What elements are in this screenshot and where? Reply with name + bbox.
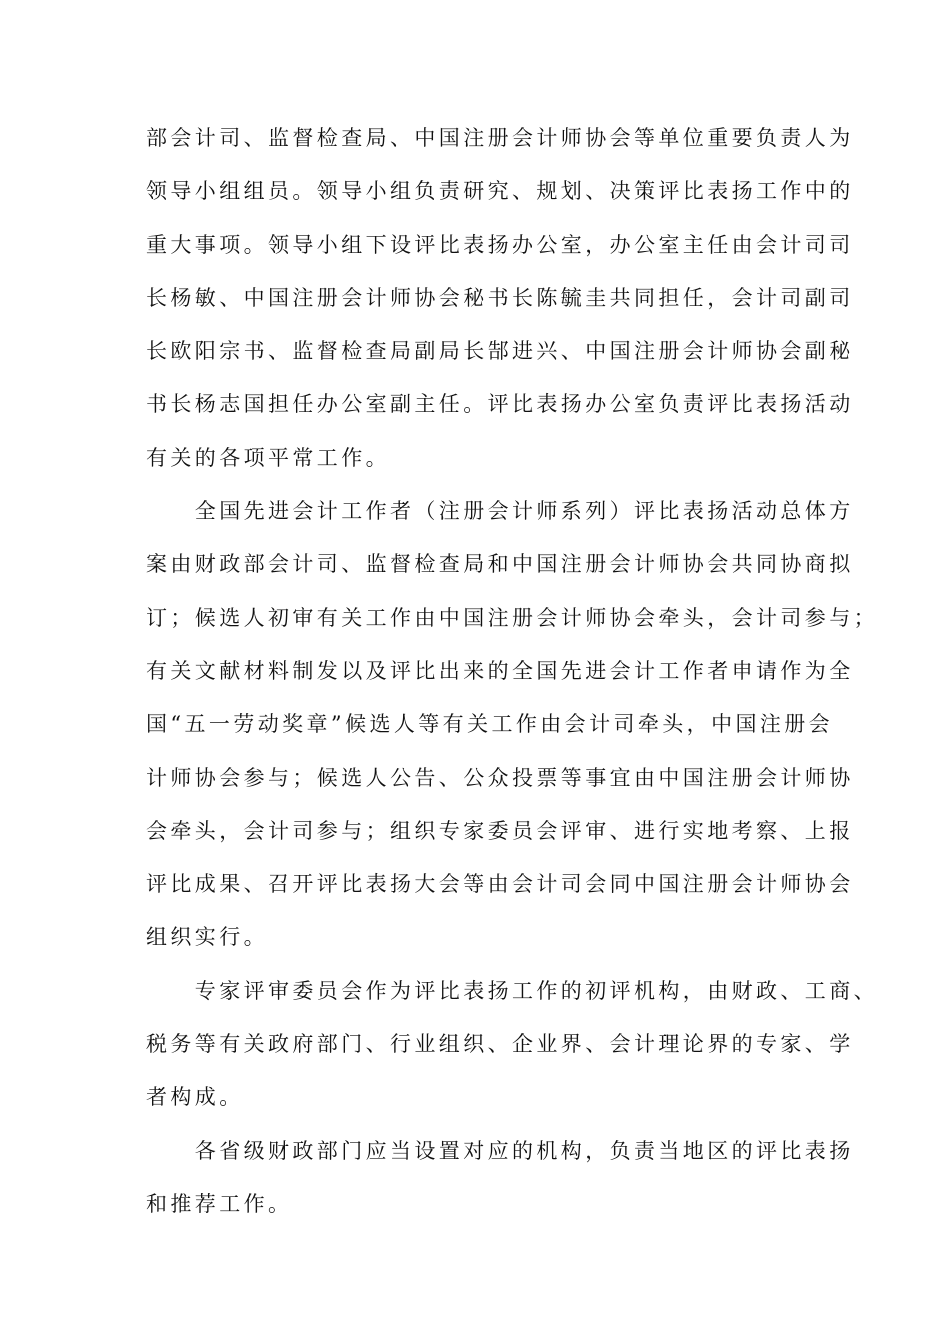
text-line: 和推荐工作。	[146, 1191, 293, 1216]
text-line: 者构成。	[146, 1085, 244, 1110]
text-line: 部会计司、监督检查局、中国注册会计师协会等单位重要负责人为	[146, 126, 854, 150]
text-line: 案由财政部会计司、监督检查局和中国注册会计师协会共同协商拟	[146, 552, 854, 577]
text-line: 评比成果、召开评比表扬大会等由会计司会同中国注册会计师协会	[146, 872, 854, 897]
text-line: 各省级财政部门应当设置对应的机构，负责当地区的评比表扬	[146, 1138, 854, 1163]
text-line: 领导小组组员。领导小组负责研究、规划、决策评比表扬工作中的	[146, 179, 854, 204]
document-body	[146, 112, 878, 1231]
text-line: 会牵头，会计司参与；组织专家委员会评审、进行实地考察、上报	[146, 818, 854, 843]
text-line: 订；候选人初审有关工作由中国注册会计师协会牵头，会计司参与；	[146, 605, 878, 630]
text-line: 长杨敏、中国注册会计师协会秘书长陈毓圭共同担任，会计司副司	[146, 285, 854, 310]
text-line: 专家评审委员会作为评比表扬工作的初评机构，由财政、工商、	[146, 978, 878, 1003]
text-line: 书长杨志国担任办公室副主任。评比表扬办公室负责评比表扬活动	[146, 392, 854, 417]
text-line: 国“五一劳动奖章”候选人等有关工作由会计司牵头，中国注册会	[146, 712, 834, 737]
text-line: 税务等有关政府部门、行业组织、企业界、会计理论界的专家、学	[146, 1032, 854, 1057]
text-line: 长欧阳宗书、监督检查局副局长郜进兴、中国注册会计师协会副秘	[146, 339, 854, 364]
text-line: 全国先进会计工作者（注册会计师系列）评比表扬活动总体方	[146, 499, 854, 524]
text-line: 组织实行。	[146, 925, 268, 950]
text-line: 有关的各项平常工作。	[146, 445, 390, 470]
text-line: 重大事项。领导小组下设评比表扬办公室，办公室主任由会计司司	[146, 232, 854, 257]
text-line: 计师协会参与；候选人公告、公众投票等事宜由中国注册会计师协	[146, 765, 854, 790]
text-line: 有关文献材料制发以及评比出来的全国先进会计工作者申请作为全	[146, 658, 854, 683]
